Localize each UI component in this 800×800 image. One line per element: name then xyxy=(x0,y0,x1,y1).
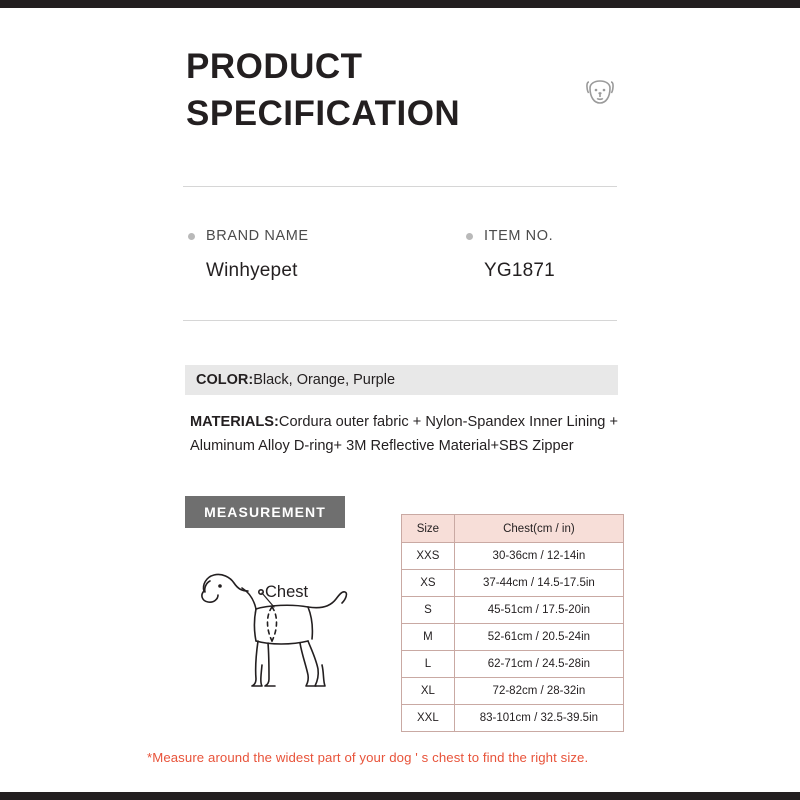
materials-value: Cordura outer fabric + Nylon-Spandex Inner Lining + Aluminum Alloy D-ring+ 3M Reflective Material+SBS Zipper xyxy=(190,414,619,455)
dog-face-icon xyxy=(584,78,616,108)
cell-chest: 45-51cm / 17.5-20in xyxy=(454,597,623,624)
table-header-row xyxy=(402,515,624,543)
table-row xyxy=(402,651,624,678)
bullet-dot-icon xyxy=(466,233,473,240)
item-no-key: ITEM NO. xyxy=(484,228,554,244)
cell-chest: 83-101cm / 32.5-39.5in xyxy=(454,705,623,732)
cell-size: XXS xyxy=(402,543,455,570)
bullet-dot-icon xyxy=(188,233,195,240)
item-no-label xyxy=(466,228,555,244)
cell-size: XS xyxy=(402,570,455,597)
chest-diagram-caption: Chest xyxy=(265,583,309,601)
page-top-border xyxy=(0,0,800,8)
item-no-block xyxy=(466,228,555,282)
materials-label: MATERIALS: xyxy=(190,414,279,430)
page-title-line-2: SPECIFICATION xyxy=(186,93,461,133)
cell-size: XXL xyxy=(402,705,455,732)
size-chart-table xyxy=(401,514,624,732)
page-title-line-1: PRODUCT xyxy=(186,47,363,86)
table-row xyxy=(402,570,624,597)
divider-top xyxy=(183,186,617,187)
brand-name-value: Winhyepet xyxy=(206,260,298,281)
table-row xyxy=(402,624,624,651)
column-header-size: Size xyxy=(402,515,455,543)
item-no-value: YG1871 xyxy=(484,260,555,281)
brand-name-label xyxy=(188,228,309,244)
table-row xyxy=(402,705,624,732)
color-label: COLOR: xyxy=(196,372,254,388)
page-bottom-border xyxy=(0,792,800,800)
brand-name-key: BRAND NAME xyxy=(206,228,309,244)
color-value: Black, Orange, Purple xyxy=(253,372,396,388)
cell-chest: 30-36cm / 12-14in xyxy=(454,543,623,570)
cell-size: L xyxy=(402,651,455,678)
table-row xyxy=(402,678,624,705)
table-row xyxy=(402,543,624,570)
cell-chest: 52-61cm / 20.5-24in xyxy=(454,624,623,651)
measurement-section-label: MEASUREMENT xyxy=(185,496,345,528)
table-row xyxy=(402,597,624,624)
cell-chest: 72-82cm / 28-32in xyxy=(454,678,623,705)
dog-body-diagram-icon xyxy=(196,555,371,705)
divider-bottom xyxy=(183,320,617,321)
cell-chest: 62-71cm / 24.5-28in xyxy=(454,651,623,678)
cell-size: XL xyxy=(402,678,455,705)
page-title xyxy=(186,44,566,137)
color-text xyxy=(185,372,395,388)
column-header-chest: Chest(cm / in) xyxy=(454,515,623,543)
cell-chest: 37-44cm / 14.5-17.5in xyxy=(454,570,623,597)
color-bar xyxy=(185,365,618,395)
materials-text xyxy=(190,410,628,458)
brand-name-block xyxy=(188,228,309,282)
cell-size: M xyxy=(402,624,455,651)
measurement-footnote: *Measure around the widest part of your dog ' s chest to find the right size. xyxy=(147,750,589,765)
cell-size: S xyxy=(402,597,455,624)
